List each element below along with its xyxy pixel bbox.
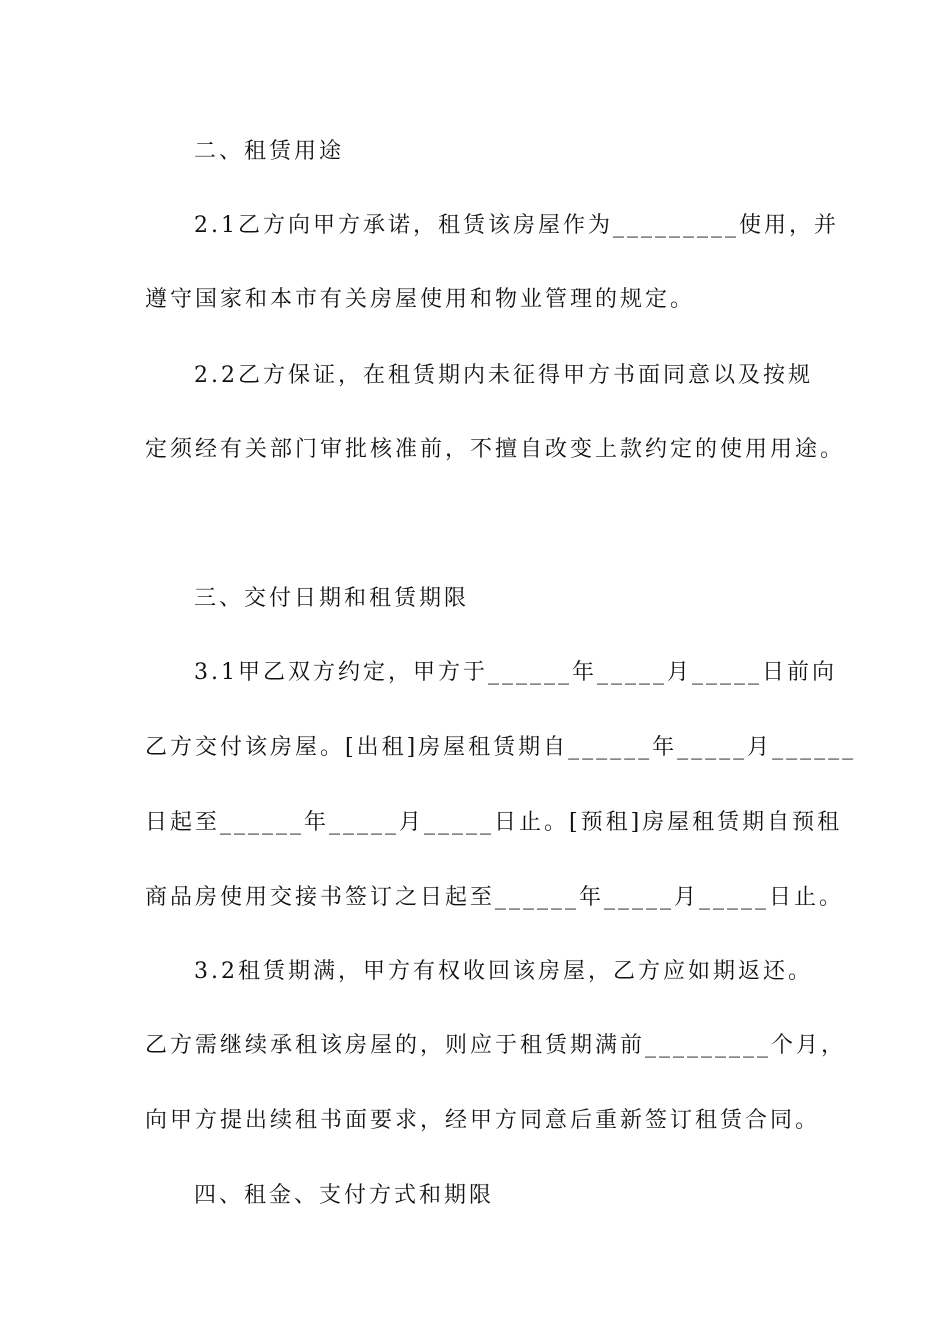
- paragraph-3-1-line-1: 3.1甲乙双方约定，甲方于______年_____月_____日前向: [194, 660, 837, 685]
- paragraph-3-2-line-1: 3.2租赁期满，甲方有权收回该房屋，乙方应如期返还。: [194, 959, 813, 984]
- paragraph-2-2-line-1: 2.2乙方保证，在租赁期内未征得甲方书面同意以及按规: [194, 363, 813, 388]
- paragraph-3-2-line-2: 乙方需继续承租该房屋的，则应于租赁期满前_________个月，: [145, 1033, 847, 1058]
- paragraph-2-1-line-1: 2.1乙方向甲方承诺，租赁该房屋作为_________使用，并: [194, 213, 839, 238]
- section-heading-4: 四、租金、支付方式和期限: [194, 1183, 495, 1208]
- paragraph-3-1-line-4: 商品房使用交接书签订之日起至______年_____月_____日止。: [145, 885, 845, 910]
- section-heading-3: 三、交付日期和租赁期限: [194, 586, 470, 611]
- paragraph-3-1-line-2: 乙方交付该房屋。[出租]房屋租赁期自______年_____月______: [145, 735, 857, 760]
- paragraph-2-1-line-2: 遵守国家和本市有关房屋使用和物业管理的规定。: [145, 287, 696, 312]
- paragraph-3-2-line-3: 向甲方提出续租书面要求，经甲方同意后重新签订租赁合同。: [145, 1108, 821, 1133]
- paragraph-2-2-line-2: 定须经有关部门审批核准前，不擅自改变上款约定的使用用途。: [145, 437, 846, 462]
- paragraph-3-1-line-3: 日起至______年_____月_____日止。[预租]房屋租赁期自预租: [145, 810, 843, 835]
- section-heading-2: 二、租赁用途: [194, 139, 345, 164]
